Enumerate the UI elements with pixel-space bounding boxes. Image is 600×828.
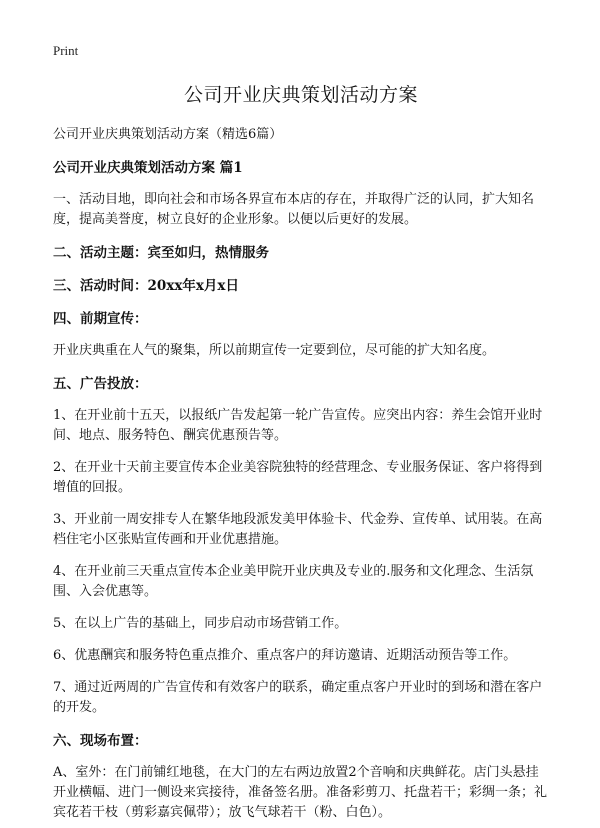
paragraph-ad-6: 6、优惠酬宾和服务特色重点推介、重点客户的拜访邀请、近期活动预告等工作。 xyxy=(53,648,517,663)
paragraph-ad-3: 3、开业前一周安排专人在繁华地段派发美甲体验卡、代金券、宣传单、试用装。在高档住宅小区张贴宣传画和开业优惠措施。 xyxy=(53,512,543,547)
paragraph-ad-7: 7、通过近两周的广告宣传和有效客户的联系，确定重点客户开业时的到场和潜在客户的开发。 xyxy=(53,680,543,715)
document-subtitle: 公司开业庆典策划活动方案（精选6篇） xyxy=(53,127,283,142)
paragraph-ad-5: 5、在以上广告的基础上，同步启动市场营销工作。 xyxy=(53,616,348,631)
heading-advertising: 五、广告投放： xyxy=(53,376,148,392)
paragraph-ad-1: 1、在开业前十五天，以报纸广告发起第一轮广告宣传。应突出内容：养生会馆开业时间、地点、服务特色、酬宾优惠预告等。 xyxy=(53,408,543,443)
heading-theme: 二、活动主题：宾至如归，热情服务 xyxy=(53,245,269,261)
paragraph-ad-2: 2、在开业十天前主要宣传本企业美容院独特的经营理念、专业服务保证、客户将得到增值的回报。 xyxy=(53,460,543,495)
heading-venue-setup: 六、现场布置： xyxy=(53,733,148,749)
paragraph-ad-4: 4、在开业前三天重点宣传本企业美甲院开业庆典及专业的.服务和文化理念、生活氛围、入会优惠等。 xyxy=(53,564,534,599)
print-link[interactable]: Print xyxy=(53,43,79,58)
paragraph-purpose: 一、活动目地，即向社会和市场各界宣布本店的存在，并取得广泛的认同，扩大知名度，提高美誉度，树立良好的企业形象。以便以后更好的发展。 xyxy=(53,192,535,227)
paragraph-promotion: 开业庆典重在人气的聚集，所以前期宣传一定要到位，尽可能的扩大知名度。 xyxy=(53,343,496,358)
heading-time: 三、活动时间：20xx年x月x日 xyxy=(53,278,239,294)
heading-promotion: 四、前期宣传： xyxy=(53,311,148,327)
section-title: 公司开业庆典策划活动方案 篇1 xyxy=(53,160,243,176)
document-title: 公司开业庆典策划活动方案 xyxy=(183,84,418,106)
paragraph-outdoor: A、室外：在门前铺红地毯，在大门的左右两边放置2个音响和庆典鲜花。店门头悬挂开业横幅、进门一侧设来宾接待，准备签名册。准备彩剪刀、托盘若干；彩绸一条；礼宾花若干枝（剪彩嘉宾佩带）；放飞气球若干（粉、白色）。 xyxy=(53,765,548,820)
